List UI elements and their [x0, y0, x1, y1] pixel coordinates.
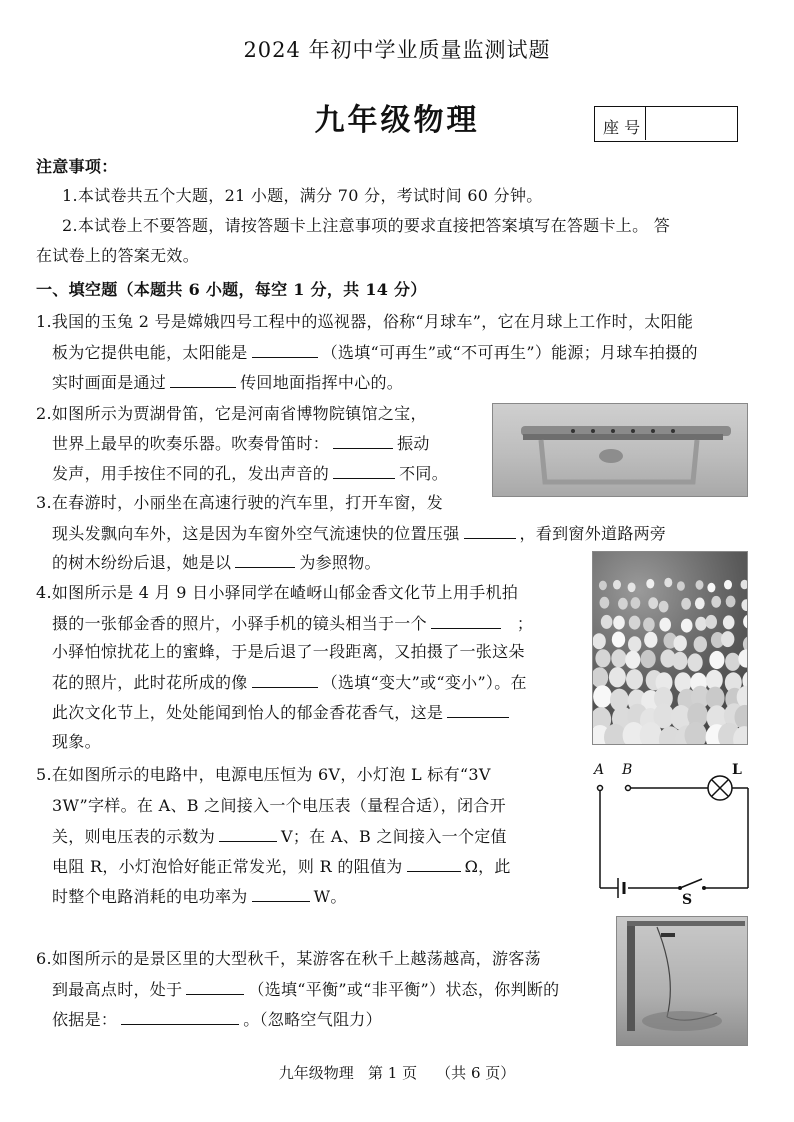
notice-item-1: 1.本试卷共五个大题，21 小题，满分 70 分，考试时间 60 分钟。 [62, 186, 543, 205]
q4-text: （选填“变大”或“变小”）。在 [321, 673, 527, 692]
q5-line-3 [52, 825, 507, 848]
tulip-bloom [724, 580, 732, 590]
q5-line-2: 3W”字样。在 A、B 之间接入一个电压表（量程合适），闭合开 [52, 796, 506, 815]
tulip-bloom [707, 583, 715, 593]
tulip-bloom [609, 667, 626, 687]
q2-line-1: 2.如图所示为贾湖骨笛，它是河南省博物院镇馆之宝， [36, 404, 427, 423]
q4-text: 摄的一张郁金香的照片，小驿手机的镜头相当于一个 [52, 614, 427, 633]
q3-text: 为参照物。 [299, 553, 381, 572]
q5-blank-2 [407, 855, 461, 872]
tulip-bloom [659, 601, 669, 613]
q1-blank-2 [170, 371, 236, 388]
q3-blank-2 [235, 551, 295, 568]
q4-text: 花的照片，此时花所成的像 [52, 673, 248, 692]
tulip-bloom [695, 617, 707, 631]
q5-line-5 [52, 885, 347, 908]
q1-blank-1 [252, 341, 318, 358]
tulip-bloom [641, 650, 656, 668]
exam-title: 2024 年初中学业质量监测试题 [243, 38, 551, 62]
q5-blank-1 [219, 825, 277, 842]
q3-line-3 [52, 551, 381, 574]
tulip-bloom [648, 597, 658, 609]
seat-number-label: 座 号 [603, 118, 641, 137]
tulip-photo [592, 551, 748, 745]
q4-text: 此次文化节上，处处能闻到怡人的郁金香花香气，这是 [52, 703, 444, 722]
tulip-bloom [600, 597, 610, 609]
q5-line-1: 5.在如图所示的电路中，电源电压恒为 6V，小灯泡 L 标有“3V [36, 765, 491, 784]
tulip-bloom [696, 580, 704, 590]
tulip-bloom [695, 598, 705, 610]
q4-line-1: 4.如图所示是 4 月 9 日小驿同学在嵖岈山郁金香文化节上用手机拍 [36, 583, 519, 602]
seat-number-field[interactable] [645, 107, 738, 140]
q4-line-3: 小驿怕惊扰花上的蜜蜂，于是后退了一段距离，又拍摄了一张这朵 [52, 642, 525, 661]
q4-line-4 [52, 671, 527, 694]
q5-line-4 [52, 855, 511, 878]
q2-blank-1 [333, 432, 393, 449]
circuit-diagram [580, 760, 760, 910]
notice-heading: 注意事项： [36, 157, 118, 176]
swing-image [617, 917, 747, 1045]
terminal-a-label: A [594, 762, 605, 778]
q1-line-1: 1.我国的玉兔 2 号是嫦娥四号工程中的巡视器，俗称“月球车”，它在月球上工作时，太阳能 [36, 312, 694, 331]
tulip-bloom [625, 651, 640, 669]
tulip-bloom [618, 598, 628, 610]
tulip-bloom [593, 685, 612, 708]
tulip-bloom [612, 632, 625, 648]
bone-flute-image [493, 404, 747, 496]
tulip-bloom [681, 598, 691, 610]
tulip-bloom [664, 578, 672, 588]
q3-text: 的树木纷纷后退，她是以 [52, 553, 232, 572]
tulip-bloom [681, 619, 693, 633]
tulip-bloom [631, 597, 641, 609]
tulip-bloom [726, 596, 736, 608]
q3-line-1: 3.在春游时，小丽坐在高速行驶的汽车里，打开车窗，发 [36, 493, 444, 512]
tulip-image [593, 552, 747, 744]
tulip-bloom [743, 615, 747, 629]
tulip-bloom [593, 667, 608, 687]
q6-blank-1 [186, 978, 244, 995]
tulip-bloom [611, 649, 626, 667]
tulip-bloom [626, 669, 643, 689]
q3-blank-1 [464, 522, 516, 539]
q5-text: Ω，此 [464, 857, 511, 876]
q3-text: 现头发飘向车外，这是因为车窗外空气流速快的位置压强 [52, 524, 460, 543]
q2-text: 世界上最早的吹奏乐器。吹奏骨笛时： [52, 434, 330, 453]
seat-number-box [594, 106, 738, 142]
q5-blank-3 [252, 885, 310, 902]
page-footer: 九年级物理 第 1 页 （共 6 页） [278, 1064, 516, 1082]
tulip-bloom [674, 635, 687, 651]
q6-line-2 [52, 978, 559, 1001]
terminal-b-label: B [622, 762, 633, 778]
tulip-bloom [694, 636, 707, 652]
tulip-bloom [628, 636, 641, 652]
tulip-bloom [725, 653, 740, 671]
q1-text: （选填“可再生”或“不可再生”）能源；月球车拍摄的 [321, 343, 698, 362]
tulip-bloom [709, 651, 724, 669]
tulip-bloom [688, 653, 703, 671]
bone-flute-photo [492, 403, 748, 497]
q4-blank-2 [252, 671, 318, 688]
tulip-bloom [613, 580, 621, 590]
q5-text: 关，则电压表的示数为 [52, 827, 216, 846]
swing-photo [616, 916, 748, 1046]
q4-blank-3 [447, 701, 509, 718]
tulip-bloom [601, 615, 613, 629]
q1-text: 实时画面是通过 [52, 373, 167, 392]
q6-text: 依据是： [52, 1010, 118, 1029]
q5-text: W。 [313, 887, 347, 906]
tulip-bloom [593, 633, 606, 649]
q2-blank-2 [333, 462, 395, 479]
subject-title: 九年级物理 [314, 103, 480, 138]
lamp-label: L [732, 762, 742, 778]
notice-item-2a: 2.本试卷上不要答题，请按答题卡上注意事项的要求直接把答案填写在答题卡上。 答 [62, 216, 671, 235]
tulip-bloom [595, 649, 610, 667]
tulip-bloom [599, 581, 607, 591]
tulip-bloom [613, 616, 625, 630]
tulip-bloom [723, 615, 735, 629]
q6-text: 。（忽略空气阻力） [243, 1010, 382, 1029]
q5-text: 电阻 R，小灯泡恰好能正常发光，则 R 的阻值为 [52, 857, 403, 876]
tulip-bloom [628, 583, 636, 593]
tulip-bloom [644, 632, 657, 648]
q5-text: 时整个电路消耗的电功率为 [52, 887, 248, 906]
q4-text: ； [516, 614, 534, 633]
q2-line-3 [52, 462, 448, 485]
switch-label: S [682, 892, 693, 908]
q6-line-3 [52, 1008, 382, 1031]
q3-line-2 [52, 522, 666, 545]
tulip-bloom [711, 596, 721, 608]
q5-text: V；在 A、B 之间接入一个定值 [281, 827, 507, 846]
q6-line-1: 6.如图所示的是景区里的大型秋千，某游客在秋千上越荡越高，游客荡 [36, 949, 541, 968]
q3-text: ，看到窗外道路两旁 [519, 524, 667, 543]
notice-item-2b: 在试卷上的答案无效。 [36, 246, 200, 265]
q2-text: 振动 [397, 434, 430, 453]
tulip-bloom [672, 652, 687, 670]
q4-line-5 [52, 701, 513, 724]
tulip-bloom [741, 599, 747, 611]
q2-line-2 [52, 432, 430, 455]
q1-line-2 [52, 341, 698, 364]
tulip-bloom [629, 616, 641, 630]
tulip-bloom [705, 615, 717, 629]
q2-text: 发声，用手按住不同的孔，发出声音的 [52, 464, 330, 483]
tulip-bloom [646, 579, 654, 589]
q6-text: 到最高点时，处于 [52, 980, 183, 999]
tulip-bloom [677, 581, 685, 591]
q4-line-6: 现象。 [52, 732, 101, 751]
tulip-bloom [643, 618, 655, 632]
circuit-wires [580, 760, 760, 910]
section-1-heading: 一、填空题（本题共 6 小题，每空 1 分，共 14 分） [36, 280, 427, 299]
q4-line-2 [52, 612, 533, 635]
q1-text: 传回地面指挥中心的。 [240, 373, 404, 392]
tulip-bloom [721, 631, 734, 647]
q6-blank-2 [121, 1008, 239, 1025]
q2-text: 不同。 [399, 464, 449, 483]
q6-text: （选填“平衡”或“非平衡”）状态，你判断的 [248, 980, 560, 999]
q1-text: 板为它提供电能，太阳能是 [52, 343, 248, 362]
tulip-bloom [659, 618, 671, 632]
q1-line-3 [52, 371, 403, 394]
tulip-bloom [741, 580, 748, 590]
q4-blank-1 [431, 612, 501, 629]
